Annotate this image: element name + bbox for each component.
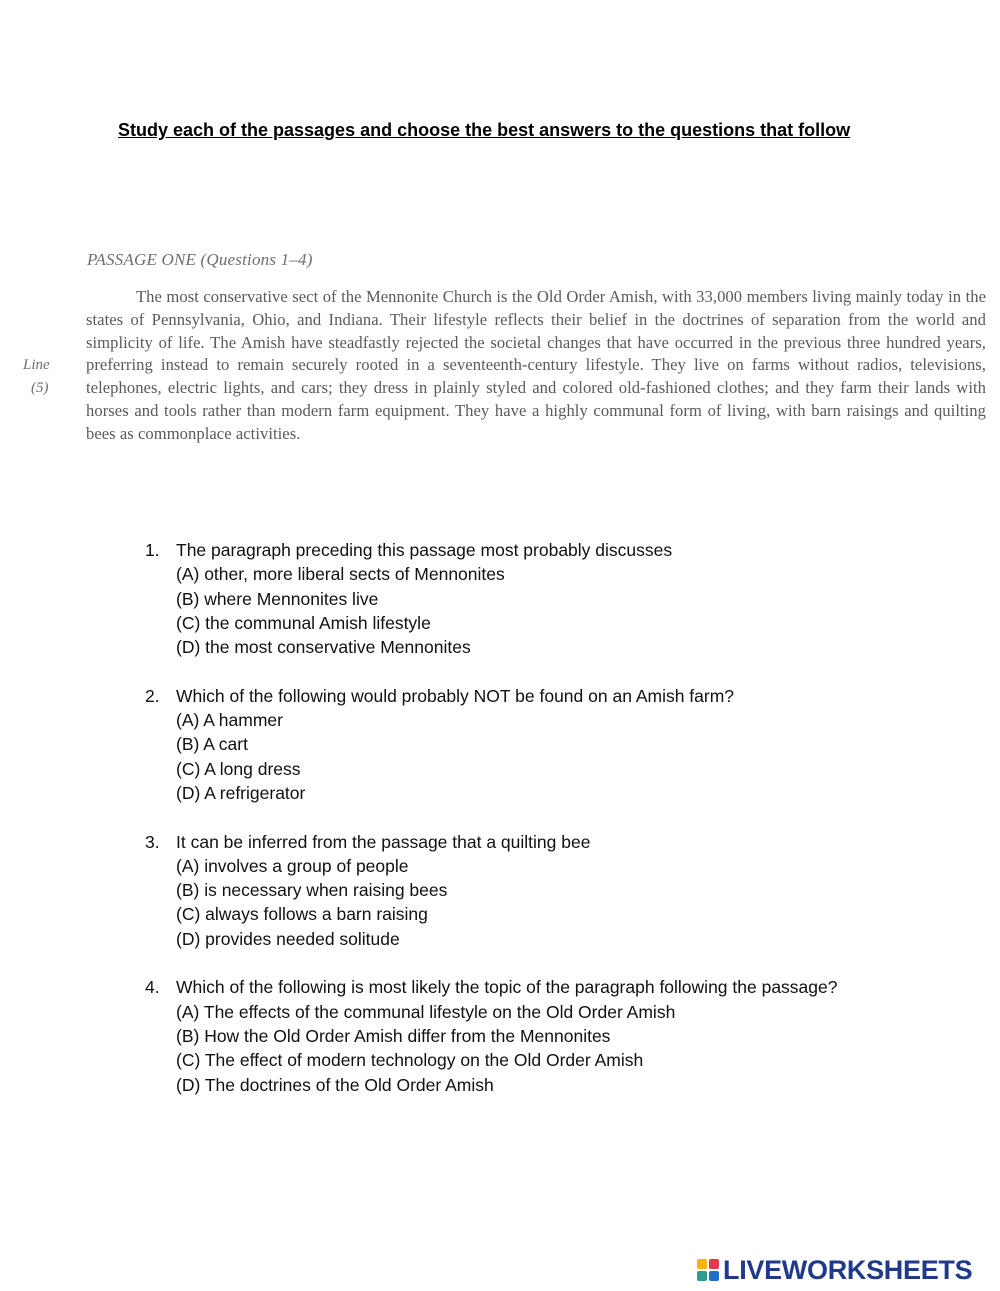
instructions-heading: Study each of the passages and choose the best answers to the questions that follow [118,120,851,140]
answer-option-a[interactable]: (A) involves a group of people [176,855,409,876]
question-stem: Which of the following would probably NOT be found on an Amish farm? [176,685,735,706]
question-content [176,830,865,951]
question-stem: It can be inferred from the passage that a quilting bee [176,831,591,852]
answer-option-b[interactable]: (B) where Mennonites live [176,588,379,609]
question-content [176,538,865,659]
answer-option-d[interactable]: (D) provides needed solitude [176,928,400,949]
answer-option-c[interactable]: (C) the communal Amish lifestyle [176,612,431,633]
answer-option-d[interactable]: (D) the most conservative Mennonites [176,637,471,658]
logo-text: LIVEWORKSHEETS [723,1254,973,1285]
liveworksheets-logo-icon [697,1259,719,1281]
question-number: 4. [145,977,160,998]
answer-option-d[interactable]: (D) A refrigerator [176,782,306,803]
question-number: 1. [145,540,160,560]
answer-option-c[interactable]: (C) always follows a barn raising [176,904,428,925]
answer-option-d[interactable]: (D) The doctrines of the Old Order Amish [176,1074,494,1095]
answer-option-b[interactable]: (B) is necessary when raising bees [176,880,448,901]
passage-text: The most conservative sect of the Mennonite Church is the Old Order Amish, with 33,000 members living mainly today in the states of Pennsylvania, Ohio, and Indiana. Their lifestyle reflects their belief in the doctrines of separation from the world and simplicity of life. The Amish have steadfastly rejected the societal changes that have occurred in the previous three hundred years, preferring instead to remain securely rooted in a seventeenth-century lifestyle. They live on farms without radios, televisions, telephones, electric lights, and cars; they dress in plainly styled and colored old-fashioned clothes; and they farm their lands with horses and tools rather than modern farm equipment. They have a highly communal form of living, with barn raisings and quilting bees as commonplace activities. [86,287,986,443]
question-content [176,975,865,1096]
answer-option-c[interactable]: (C) The effect of modern technology on the Old Order Amish [176,1050,644,1071]
question-number: 2. [145,685,160,706]
passage-heading: PASSAGE ONE (Questions 1–4) [87,250,313,269]
liveworksheets-logo [697,1255,972,1285]
line-marker-label: Line [23,357,50,373]
logo-square-red [709,1259,719,1269]
answer-option-c[interactable]: (C) A long dress [176,758,301,779]
answer-option-b[interactable]: (B) A cart [176,734,248,755]
logo-square-green [697,1271,707,1281]
answer-option-a[interactable]: (A) other, more liberal sects of Mennonites [176,564,505,585]
question-3 [145,830,865,951]
question-stem: Which of the following is most likely the topic of the paragraph following the passage? [176,977,838,998]
question-list [145,538,865,1121]
question-4 [145,975,865,1096]
question-content [176,684,865,805]
question-number: 3. [145,831,160,852]
question-2 [145,684,865,805]
logo-square-blue [709,1271,719,1281]
logo-square-yellow [697,1259,707,1269]
question-1 [145,538,865,659]
answer-option-a[interactable]: (A) The effects of the communal lifestyle on the Old Order Amish [176,1001,676,1022]
answer-option-a[interactable]: (A) A hammer [176,710,283,731]
question-stem: The paragraph preceding this passage most probably discusses [176,540,673,560]
line-marker-number: (5) [31,380,49,396]
answer-option-b[interactable]: (B) How the Old Order Amish differ from the Mennonites [176,1025,611,1046]
